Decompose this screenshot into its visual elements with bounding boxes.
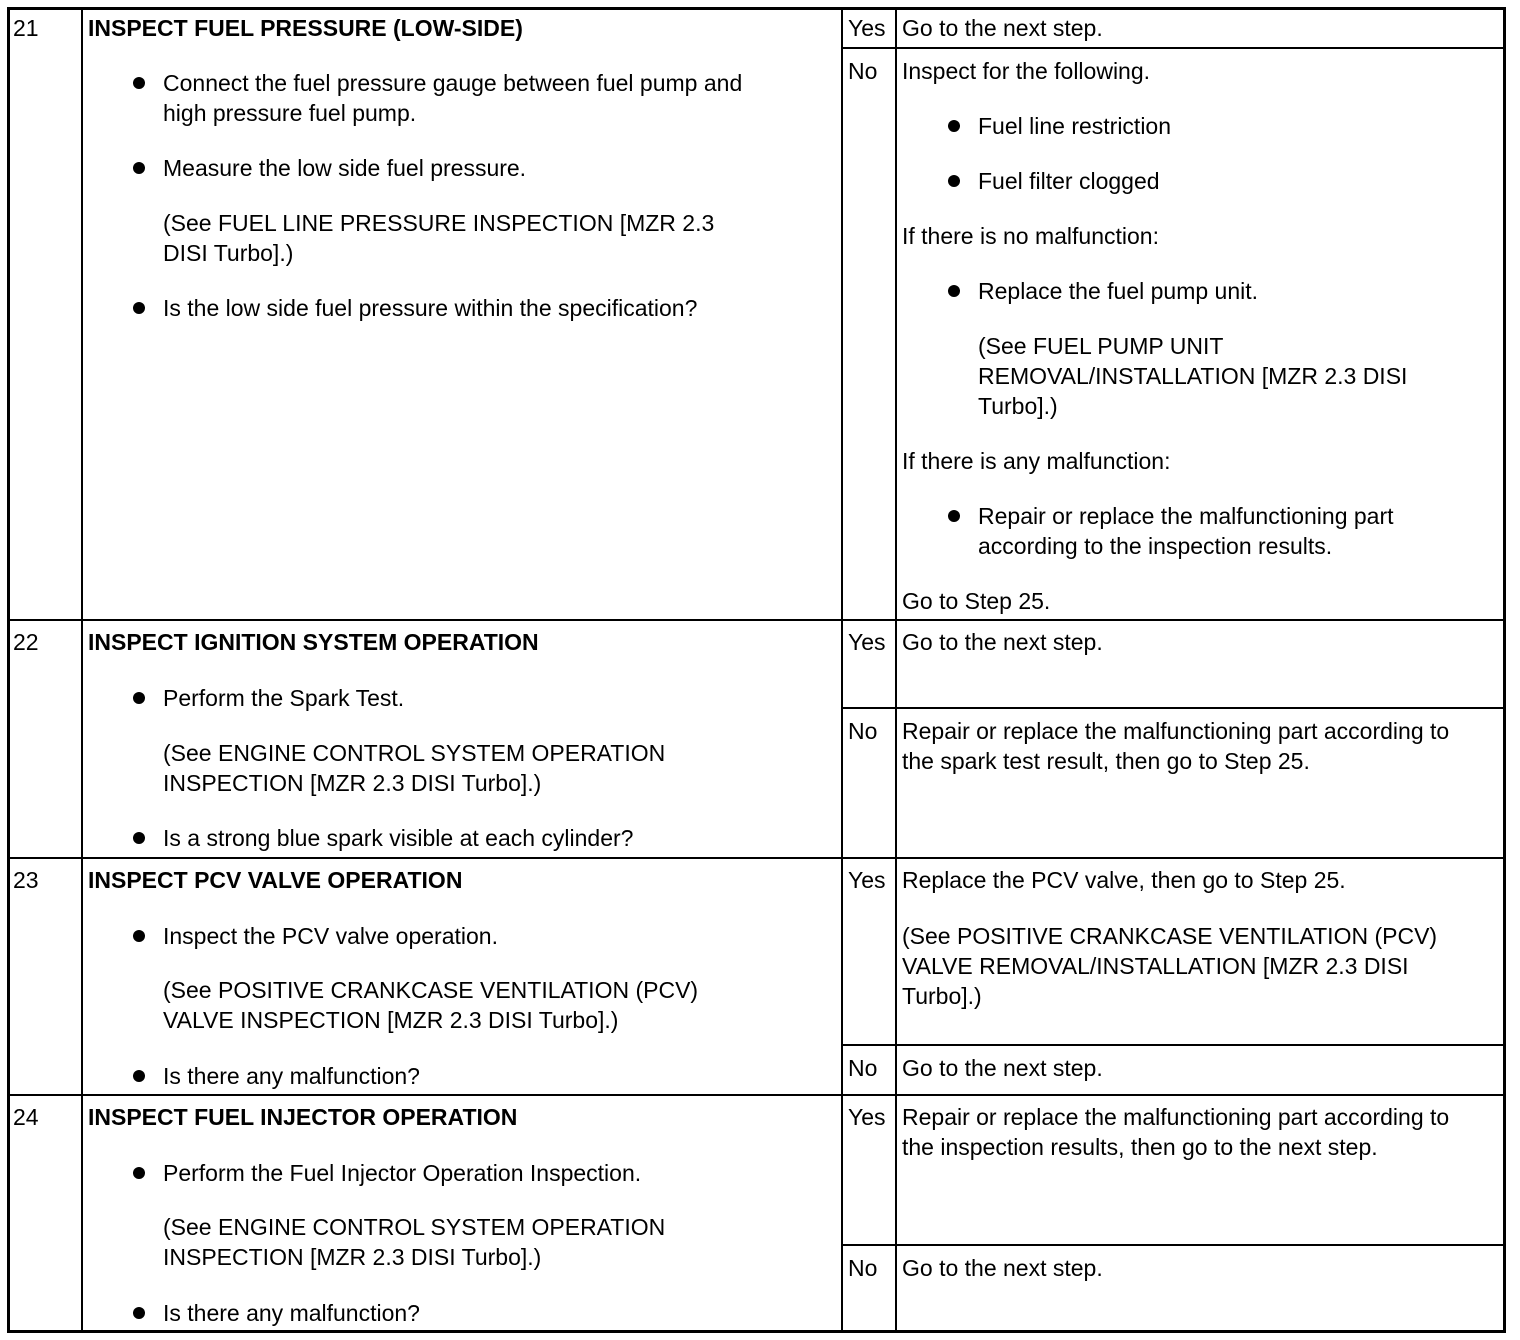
yes-no-divider	[842, 707, 1505, 709]
step-number: 23	[13, 867, 39, 893]
bullet-icon	[133, 302, 145, 314]
bullet-icon	[948, 285, 960, 297]
column-divider	[841, 8, 843, 1332]
action-text: high pressure fuel pump.	[163, 100, 417, 126]
bullet-icon	[948, 175, 960, 187]
no-text: If there is no malfunction:	[902, 223, 1159, 249]
yes-text: Go to the next step.	[902, 629, 1103, 655]
bullet-icon	[948, 510, 960, 522]
bullet-icon	[133, 692, 145, 704]
action-text: Perform the Spark Test.	[163, 685, 405, 711]
no-text: Replace the fuel pump unit.	[978, 278, 1259, 304]
action-text: Is there any malfunction?	[163, 1063, 420, 1089]
no-text: Repair or replace the malfunctioning part according to	[902, 718, 1450, 744]
no-text: If there is any malfunction:	[902, 448, 1171, 474]
yes-text: the inspection results, then go to the next step.	[902, 1134, 1378, 1160]
bullet-icon	[133, 1307, 145, 1319]
action-note: DISI Turbo].)	[163, 240, 294, 266]
action-text: Measure the low side fuel pressure.	[163, 155, 527, 181]
bullet-icon	[133, 832, 145, 844]
yes-note: Turbo].)	[902, 983, 982, 1009]
no-text: Go to the next step.	[902, 1055, 1103, 1081]
action-note: (See FUEL LINE PRESSURE INSPECTION [MZR 2.3	[163, 210, 715, 236]
row-divider	[8, 619, 1505, 621]
yes-no-divider	[842, 47, 1505, 49]
yes-label: Yes	[848, 867, 886, 893]
yes-text: Replace the PCV valve, then go to Step 25.	[902, 867, 1346, 893]
yes-no-divider	[842, 1044, 1505, 1046]
step-number: 24	[13, 1104, 39, 1130]
row-divider	[8, 857, 1505, 859]
no-text: the spark test result, then go to Step 25.	[902, 748, 1310, 774]
no-text: Go to Step 25.	[902, 588, 1051, 614]
action-note: (See ENGINE CONTROL SYSTEM OPERATION	[163, 1214, 666, 1240]
no-label: No	[848, 718, 878, 744]
no-text: Repair or replace the malfunctioning part	[978, 503, 1394, 529]
bullet-icon	[133, 162, 145, 174]
column-divider	[895, 8, 897, 1332]
action-text: Is the low side fuel pressure within the specification?	[163, 295, 698, 321]
no-label: No	[848, 1255, 878, 1281]
yes-label: Yes	[848, 1104, 886, 1130]
action-note: (See ENGINE CONTROL SYSTEM OPERATION	[163, 740, 666, 766]
step-number: 21	[13, 15, 39, 41]
action-note: INSPECTION [MZR 2.3 DISI Turbo].)	[163, 1244, 542, 1270]
bullet-icon	[133, 1167, 145, 1179]
action-note: INSPECTION [MZR 2.3 DISI Turbo].)	[163, 770, 542, 796]
column-divider	[81, 8, 83, 1332]
no-text: according to the inspection results.	[978, 533, 1333, 559]
bullet-icon	[133, 77, 145, 89]
action-text: Is a strong blue spark visible at each cylinder?	[163, 825, 634, 851]
yes-label: Yes	[848, 15, 886, 41]
step-number: 22	[13, 629, 39, 655]
bullet-icon	[133, 1070, 145, 1082]
bullet-icon	[133, 930, 145, 942]
no-note: (See FUEL PUMP UNIT	[978, 333, 1224, 359]
bullet-icon	[948, 120, 960, 132]
no-note: REMOVAL/INSTALLATION [MZR 2.3 DISI	[978, 363, 1408, 389]
action-text: Connect the fuel pressure gauge between fuel pump and	[163, 70, 743, 96]
no-label: No	[848, 1055, 878, 1081]
action-text: Perform the Fuel Injector Operation Inspection.	[163, 1160, 642, 1186]
action-note: VALVE INSPECTION [MZR 2.3 DISI Turbo].)	[163, 1007, 619, 1033]
yes-no-divider	[842, 1244, 1505, 1246]
step-title: INSPECT IGNITION SYSTEM OPERATION	[88, 629, 539, 655]
yes-text: Repair or replace the malfunctioning part according to	[902, 1104, 1450, 1130]
step-title: INSPECT PCV VALVE OPERATION	[88, 867, 463, 893]
action-text: Inspect the PCV valve operation.	[163, 923, 498, 949]
action-text: Is there any malfunction?	[163, 1300, 420, 1326]
yes-note: VALVE REMOVAL/INSTALLATION [MZR 2.3 DISI	[902, 953, 1409, 979]
yes-text: Go to the next step.	[902, 15, 1103, 41]
step-title: INSPECT FUEL PRESSURE (LOW-SIDE)	[88, 15, 523, 41]
yes-label: Yes	[848, 629, 886, 655]
row-divider	[8, 1094, 1505, 1096]
no-text: Fuel line restriction	[978, 113, 1172, 139]
no-label: No	[848, 58, 878, 84]
no-text: Inspect for the following.	[902, 58, 1151, 84]
no-text: Go to the next step.	[902, 1255, 1103, 1281]
step-title: INSPECT FUEL INJECTOR OPERATION	[88, 1104, 518, 1130]
action-note: (See POSITIVE CRANKCASE VENTILATION (PCV)	[163, 977, 699, 1003]
yes-note: (See POSITIVE CRANKCASE VENTILATION (PCV)	[902, 923, 1438, 949]
no-text: Fuel filter clogged	[978, 168, 1160, 194]
no-note: Turbo].)	[978, 393, 1058, 419]
